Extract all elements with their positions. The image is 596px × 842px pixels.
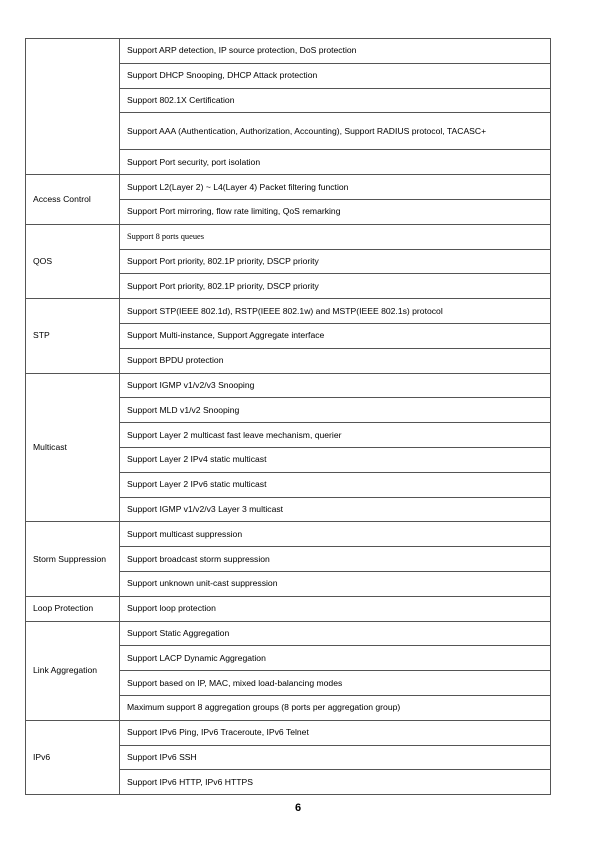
feature-cell: Support ARP detection, IP source protection, DoS protection — [120, 39, 551, 64]
category-cell-storm-suppression: Storm Suppression — [26, 522, 120, 596]
category-cell-loop-protection: Loop Protection — [26, 596, 120, 621]
table-row — [26, 175, 551, 200]
feature-cell: Support IGMP v1/v2/v3 Snooping — [120, 373, 551, 398]
category-cell-access-control: Access Control — [26, 175, 120, 225]
feature-cell: Support broadcast storm suppression — [120, 547, 551, 572]
spec-table-body — [26, 39, 551, 795]
feature-cell: Support Port security, port isolation — [120, 150, 551, 175]
spec-table — [25, 38, 551, 795]
feature-cell: Support DHCP Snooping, DHCP Attack protection — [120, 63, 551, 88]
feature-cell: Support AAA (Authentication, Authorization, Accounting), Support RADIUS protocol, TACASC+ — [120, 113, 551, 150]
category-cell-ipv6: IPv6 — [26, 720, 120, 794]
feature-cell: Support LACP Dynamic Aggregation — [120, 646, 551, 671]
table-row — [26, 596, 551, 621]
category-cell-multicast: Multicast — [26, 373, 120, 522]
category-cell-qos: QOS — [26, 224, 120, 298]
feature-cell: Support STP(IEEE 802.1d), RSTP(IEEE 802.1w) and MSTP(IEEE 802.1s) protocol — [120, 299, 551, 324]
feature-cell: Support IGMP v1/v2/v3 Layer 3 multicast — [120, 497, 551, 522]
feature-cell: Support L2(Layer 2) ~ L4(Layer 4) Packet filtering function — [120, 175, 551, 200]
feature-cell: Support multicast suppression — [120, 522, 551, 547]
table-row — [26, 224, 551, 249]
feature-cell: Support IPv6 Ping, IPv6 Traceroute, IPv6 Telnet — [120, 720, 551, 745]
table-row — [26, 299, 551, 324]
feature-cell: Support Port mirroring, flow rate limiting, QoS remarking — [120, 199, 551, 224]
table-row — [26, 621, 551, 646]
feature-cell: Support Static Aggregation — [120, 621, 551, 646]
feature-cell: Support Multi-instance, Support Aggregate interface — [120, 323, 551, 348]
feature-cell: Support Port priority, 802.1P priority, DSCP priority — [120, 249, 551, 274]
category-cell-stp: STP — [26, 299, 120, 373]
feature-cell: Support 802.1X Certification — [120, 88, 551, 113]
table-row — [26, 39, 551, 64]
table-row — [26, 373, 551, 398]
feature-cell: Support MLD v1/v2 Snooping — [120, 398, 551, 423]
feature-cell: Support Port priority, 802.1P priority, DSCP priority — [120, 274, 551, 299]
feature-cell: Support Layer 2 IPv4 static multicast — [120, 447, 551, 472]
category-cell — [26, 39, 120, 175]
feature-cell: Support 8 ports queues — [120, 224, 551, 249]
feature-cell: Support unknown unit-cast suppression — [120, 571, 551, 596]
table-row — [26, 720, 551, 745]
feature-cell: Maximum support 8 aggregation groups (8 ports per aggregation group) — [120, 695, 551, 720]
feature-cell: Support IPv6 HTTP, IPv6 HTTPS — [120, 770, 551, 795]
feature-cell: Support loop protection — [120, 596, 551, 621]
page-number: 6 — [294, 802, 302, 814]
table-row — [26, 522, 551, 547]
feature-cell: Support Layer 2 IPv6 static multicast — [120, 472, 551, 497]
feature-cell: Support based on IP, MAC, mixed load-balancing modes — [120, 671, 551, 696]
category-cell-link-aggregation: Link Aggregation — [26, 621, 120, 720]
feature-cell: Support IPv6 SSH — [120, 745, 551, 770]
feature-cell: Support BPDU protection — [120, 348, 551, 373]
feature-cell: Support Layer 2 multicast fast leave mechanism, querier — [120, 423, 551, 448]
